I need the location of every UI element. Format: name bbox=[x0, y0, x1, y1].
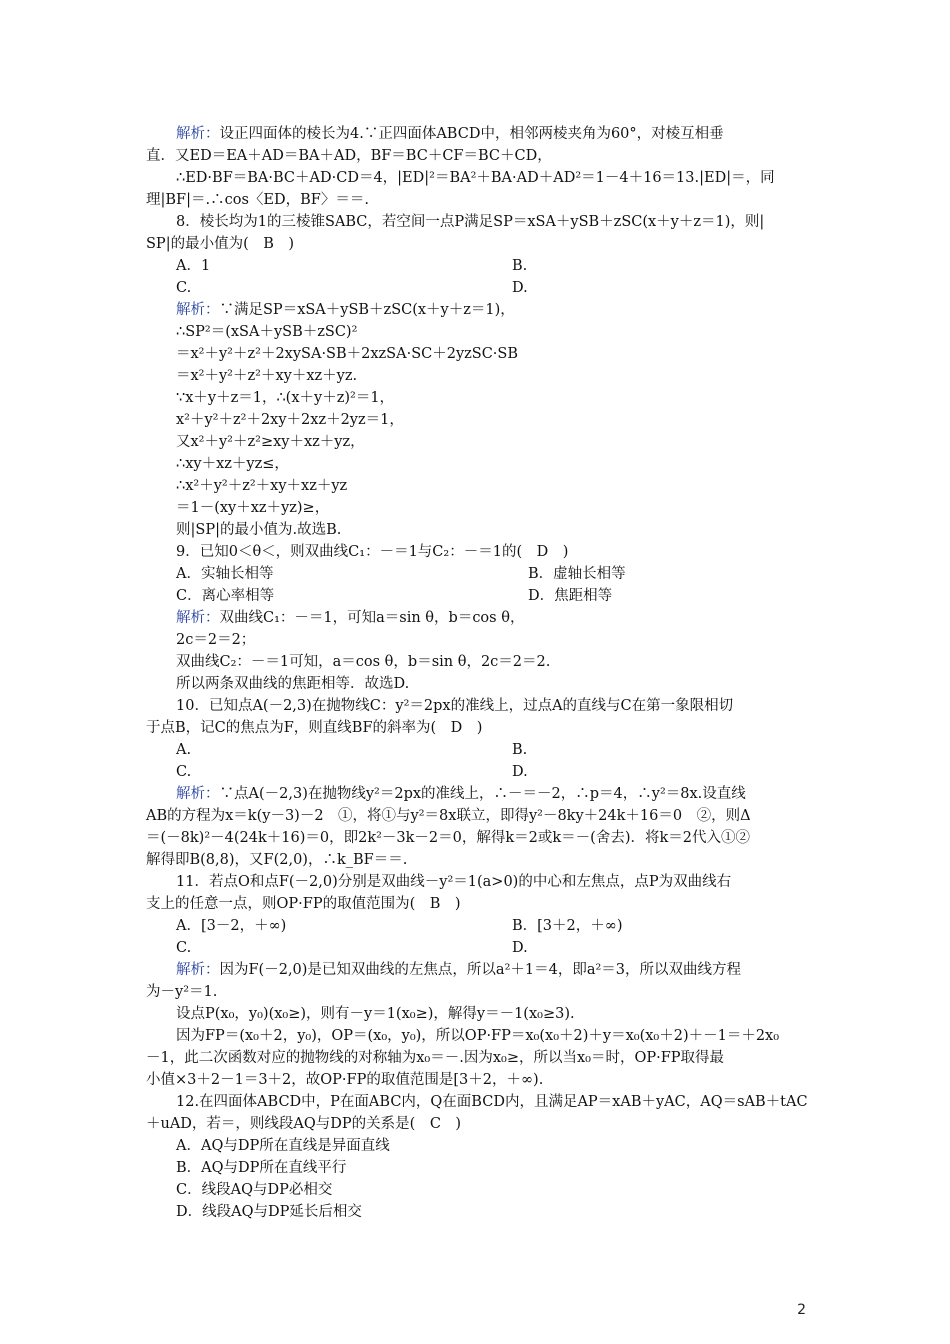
line-text: ∵点A(－2,3)在抛物线y²＝2px的准线上，∴－＝－2，∴p＝4，∴y²＝8x.设直线 bbox=[219, 786, 746, 802]
text-line bbox=[176, 674, 409, 696]
text-line bbox=[176, 322, 357, 344]
line-text: ∴x²＋y²＋z²＋xy＋xz＋yz bbox=[176, 478, 348, 494]
line-text: D. bbox=[512, 764, 528, 780]
line-text: AB的方程为x＝k(y－3)－2 ①，将①与y²＝8x联立，即得y²－8ky＋24k＋16＝0 ②，则Δ bbox=[146, 808, 751, 824]
text-line bbox=[176, 872, 731, 894]
line-text: ＝x²＋y²＋z²＋2xySA·SB＋2xzSA·SC＋2yzSC·SB bbox=[176, 346, 519, 362]
line-text: 直．又ED＝EA＋AD＝BA＋AD，BF＝BC＋CF＝BC＋CD， bbox=[146, 148, 552, 164]
text-line bbox=[176, 1136, 390, 1158]
line-text: 12.在四面体ABCD中，P在面ABC内，Q在面BCD内，且满足AP＝xAB＋yAC，AQ＝sAB＋tAC bbox=[176, 1094, 808, 1110]
line-text: B. bbox=[512, 258, 528, 274]
line-text: C．离心率相等 bbox=[176, 588, 275, 604]
text-line bbox=[512, 256, 527, 278]
line-text: ∵x＋y＋z＝1，∴(x＋y＋z)²＝1， bbox=[176, 390, 395, 406]
text-line bbox=[176, 168, 775, 190]
text-line bbox=[176, 212, 764, 234]
text-line bbox=[146, 190, 369, 212]
text-line bbox=[176, 410, 404, 432]
text-line bbox=[512, 762, 528, 784]
line-text: －1，此二次函数对应的抛物线的对称轴为x₀＝－.因为x₀≥，所以当x₀＝时，OP·FP取得最 bbox=[146, 1050, 725, 1066]
line-text: C. bbox=[176, 280, 192, 296]
line-text: 则|SP|的最小值为.故选B. bbox=[176, 522, 342, 538]
line-text: 双曲线C₂：－＝1可知，a＝cos θ，b＝sin θ，2c＝2＝2. bbox=[176, 654, 551, 670]
text-line bbox=[176, 432, 365, 454]
text-line bbox=[146, 894, 461, 916]
text-line bbox=[176, 498, 329, 520]
line-text: ＝1－(xy＋xz＋yz)≥， bbox=[176, 500, 330, 516]
text-line bbox=[176, 542, 568, 564]
text-line bbox=[176, 630, 255, 652]
line-text: 又x²＋y²＋z²≥xy＋xz＋yz， bbox=[176, 434, 365, 450]
text-line bbox=[146, 234, 294, 256]
line-text: D．线段AQ与DP延长后相交 bbox=[176, 1204, 362, 1220]
text-line bbox=[528, 564, 626, 586]
text-line bbox=[176, 586, 274, 608]
line-text: B. bbox=[512, 742, 528, 758]
text-line bbox=[512, 278, 528, 300]
line-text: B．AQ与DP所在直线平行 bbox=[176, 1160, 347, 1176]
text-line bbox=[176, 454, 289, 476]
text-line bbox=[176, 1092, 808, 1114]
text-line bbox=[176, 278, 191, 300]
line-text: A. bbox=[176, 742, 192, 758]
text-line bbox=[176, 652, 550, 674]
line-text: 支上的任意一点，则OP·FP的取值范围为( B ) bbox=[146, 896, 461, 912]
line-text: ∵满足SP＝xSA＋ySB＋zSC(x＋y＋z＝1)， bbox=[219, 302, 515, 318]
page-number: 2 bbox=[797, 1302, 806, 1318]
analysis-line bbox=[176, 960, 741, 982]
text-line bbox=[146, 828, 750, 850]
line-text: 11．若点O和点F(－2,0)分别是双曲线－y²＝1(a>0)的中心和左焦点，点P为双曲线右 bbox=[176, 874, 732, 890]
text-line bbox=[176, 344, 518, 366]
line-text: 2c＝2＝2； bbox=[176, 632, 256, 648]
line-text: B．[3＋2，＋∞) bbox=[512, 918, 623, 934]
text-line bbox=[176, 366, 357, 388]
line-text: 解得即B(8,8)，又F(2,0)，∴k_BF＝＝. bbox=[146, 852, 408, 868]
text-line bbox=[146, 850, 407, 872]
line-text: ＝x²＋y²＋z²＋xy＋xz＋yz. bbox=[176, 368, 358, 384]
line-text: 小值×3＋2－1＝3＋2，故OP·FP的取值范围是[3＋2，＋∞). bbox=[146, 1072, 544, 1088]
line-text: ∴xy＋xz＋yz≤， bbox=[176, 456, 289, 472]
text-line bbox=[176, 1158, 346, 1180]
text-line bbox=[176, 762, 191, 784]
analysis-label: 解析： bbox=[176, 126, 220, 142]
text-line bbox=[176, 1202, 362, 1224]
text-line bbox=[176, 916, 286, 938]
line-text: 因为F(－2,0)是已知双曲线的左焦点，所以a²＋1＝4，即a²＝3，所以双曲线方程 bbox=[219, 962, 742, 978]
line-text: ∴ED·BF＝BA·BC＋AD·CD＝4，|ED|²＝BA²＋BA·AD＋AD²＝1－4＋16＝13.|ED|＝，同 bbox=[176, 170, 775, 186]
analysis-label: 解析： bbox=[176, 962, 220, 978]
line-text: C. bbox=[176, 764, 192, 780]
line-text: 为－y²＝1. bbox=[146, 984, 218, 1000]
line-text: x²＋y²＋z²＋2xy＋2xz＋2yz＝1， bbox=[176, 412, 404, 428]
text-line bbox=[512, 916, 623, 938]
line-text: 设正四面体的棱长为4.∵正四面体ABCD中，相邻两棱夹角为60°，对棱互相垂 bbox=[219, 126, 724, 142]
text-line bbox=[512, 740, 527, 762]
text-line bbox=[176, 1026, 779, 1048]
text-line bbox=[176, 476, 347, 498]
text-line bbox=[176, 1180, 332, 1202]
text-line bbox=[146, 806, 751, 828]
line-text: A．[3－2，＋∞) bbox=[176, 918, 287, 934]
text-line bbox=[146, 1048, 724, 1070]
text-line bbox=[512, 938, 528, 960]
analysis-line bbox=[176, 300, 515, 322]
analysis-line bbox=[176, 124, 724, 146]
line-text: ∴SP²＝(xSA＋ySB＋zSC)² bbox=[176, 324, 358, 340]
line-text: D. bbox=[512, 280, 528, 296]
line-text: ＋uAD，若＝，则线段AQ与DP的关系是( C ) bbox=[146, 1116, 462, 1132]
line-text: A．实轴长相等 bbox=[176, 566, 274, 582]
line-text: 设点P(x₀，y₀)(x₀≥)，则有－y＝1(x₀≥)，解得y＝－1(x₀≥3). bbox=[176, 1006, 575, 1022]
text-line bbox=[146, 718, 482, 740]
line-text: 10．已知点A(－2,3)在抛物线C：y²＝2px的准线上，过点A的直线与C在第一象限相切 bbox=[176, 698, 734, 714]
text-line bbox=[176, 564, 273, 586]
line-text: 双曲线C₁：－＝1，可知a＝sin θ，b＝cos θ， bbox=[219, 610, 525, 626]
text-line bbox=[146, 982, 217, 1004]
text-line bbox=[176, 1004, 575, 1026]
text-line bbox=[146, 1114, 461, 1136]
line-text: B．虚轴长相等 bbox=[528, 566, 626, 582]
line-text: C. bbox=[176, 940, 192, 956]
text-line bbox=[528, 586, 612, 608]
line-text: 于点B，记C的焦点为F，则直线BF的斜率为( D ) bbox=[146, 720, 483, 736]
text-line bbox=[176, 388, 394, 410]
text-line bbox=[176, 740, 191, 762]
text-line bbox=[176, 256, 210, 278]
line-text: D．焦距相等 bbox=[528, 588, 613, 604]
analysis-line bbox=[176, 608, 524, 630]
text-line bbox=[146, 146, 552, 168]
line-text: 8．棱长均为1的三棱锥SABC，若空间一点P满足SP＝xSA＋ySB＋zSC(x＋y＋z＝1)，则| bbox=[176, 214, 765, 230]
line-text: SP|的最小值为( B ) bbox=[146, 236, 295, 252]
analysis-label: 解析： bbox=[176, 610, 220, 626]
text-line bbox=[146, 1070, 543, 1092]
analysis-label: 解析： bbox=[176, 302, 220, 318]
line-text: 因为FP＝(x₀＋2，y₀)，OP＝(x₀，y₀)，所以OP·FP＝x₀(x₀＋2)＋y＝x₀(x₀＋2)＋－1＝＋2x₀ bbox=[176, 1028, 780, 1044]
line-text: 理|BF|＝.∴cos〈ED，BF〉＝＝. bbox=[146, 192, 369, 208]
line-text: A．AQ与DP所在直线是异面直线 bbox=[176, 1138, 390, 1154]
text-line bbox=[176, 938, 191, 960]
analysis-label: 解析： bbox=[176, 786, 220, 802]
line-text: ＝(－8k)²－4(24k＋16)＝0，即2k²－3k－2＝0，解得k＝2或k＝－(舍去)．将k＝2代入①② bbox=[146, 830, 750, 846]
text-line bbox=[176, 520, 341, 542]
text-line bbox=[176, 696, 733, 718]
line-text: D. bbox=[512, 940, 528, 956]
line-text: A．1 bbox=[176, 258, 211, 274]
analysis-line bbox=[176, 784, 746, 806]
line-text: 所以两条双曲线的焦距相等．故选D. bbox=[176, 676, 410, 692]
line-text: 9．已知0＜θ＜，则双曲线C₁：－＝1与C₂：－＝1的( D ) bbox=[176, 544, 569, 560]
line-text: C．线段AQ与DP必相交 bbox=[176, 1182, 333, 1198]
